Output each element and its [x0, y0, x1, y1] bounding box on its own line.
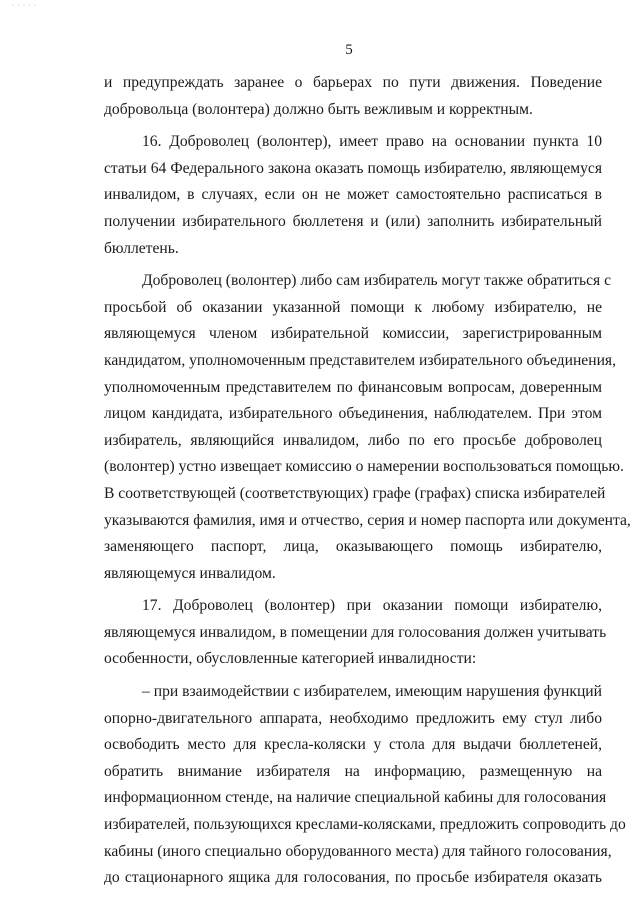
text-line: (волонтер) устно извещает комиссию о намерении воспользоваться помощью. [104, 458, 624, 476]
text-line: избиратель, являющийся инвалидом, либо по его просьбе доброволец [104, 431, 602, 449]
text-line: являющемуся членом избирательной комиссии, зарегистрированным [104, 325, 602, 343]
text-line: избирателей, пользующихся креслами-колясками, предложить сопроводить до [104, 816, 626, 834]
scan-corner-mark: · · · · · [12, 3, 37, 9]
text-line: получении избирательного бюллетеня и (или) заполнить избирательный [104, 212, 602, 230]
body-text [104, 70, 631, 898]
text-line: кандидатом, уполномоченным представителем избирательного объединения, [104, 351, 616, 369]
text-line: информационном стенде, на наличие специальной кабины для голосования [104, 789, 607, 807]
paragraph-p-motor [104, 679, 626, 892]
paragraph-p-help [104, 268, 631, 587]
paragraph-p-17 [104, 593, 607, 673]
text-line: заменяющего паспорт, лица, оказывающего помощь избирателю, [104, 538, 602, 556]
text-line: и предупреждать заранее о барьерах по пути движения. Поведение [104, 74, 602, 91]
page-number: 5 [345, 42, 353, 58]
text-line: до стационарного ящика для голосования, по просьбе избирателя оказать [104, 869, 602, 887]
text-line: освободить место для кресла-коляски у стола для выдачи бюллетеней, [104, 736, 602, 754]
text-line: лицом кандидата, избирательного объединения, наблюдателем. При этом [104, 405, 602, 423]
text-line: Доброволец (волонтер) либо сам избиратель могут также обратиться с [142, 272, 612, 290]
text-line: 16. Доброволец (волонтер), имеет право на основании пункта 10 [142, 133, 602, 151]
text-line: – при взаимодействии с избирателем, имеющим нарушения функций [142, 683, 602, 701]
text-line: добровольца (волонтера) должно быть вежливым и корректным. [104, 100, 533, 118]
text-line: инвалидом, в случаях, если он не может самостоятельно расписаться в [104, 186, 602, 204]
text-line: особенности, обусловленные категорией инвалидности: [104, 650, 477, 668]
text-line: просьбой об оказании указанной помощи к любому избирателю, не [104, 298, 602, 316]
text-line: В соответствующей (соответствующих) графе (графах) списка избирателей [104, 484, 606, 502]
text-line: являющемуся инвалидом, в помещении для голосования должен учитывать [104, 623, 607, 641]
text-line: указываются фамилия, имя и отчество, серия и номер паспорта или документа, [104, 511, 631, 529]
text-line: кабины (иного специально оборудованного места) для тайного голосования, [104, 842, 612, 860]
text-line: уполномоченным представителем по финансовым вопросам, доверенным [104, 378, 602, 396]
text-line: бюллетень. [104, 239, 179, 257]
text-line: 17. Доброволец (волонтер) при оказании помощи избирателю, [142, 597, 602, 615]
paragraph-p-16 [104, 129, 602, 262]
paragraph-p-intro [104, 70, 602, 123]
text-line: обратить внимание избирателя на информацию, размещенную на [104, 762, 602, 780]
text-line: опорно-двигательного аппарата, необходимо предложить ему стул либо [104, 709, 602, 727]
text-line: статьи 64 Федерального закона оказать помощь избирателю, являющемуся [104, 159, 602, 177]
text-line: являющемуся инвалидом. [104, 564, 276, 582]
